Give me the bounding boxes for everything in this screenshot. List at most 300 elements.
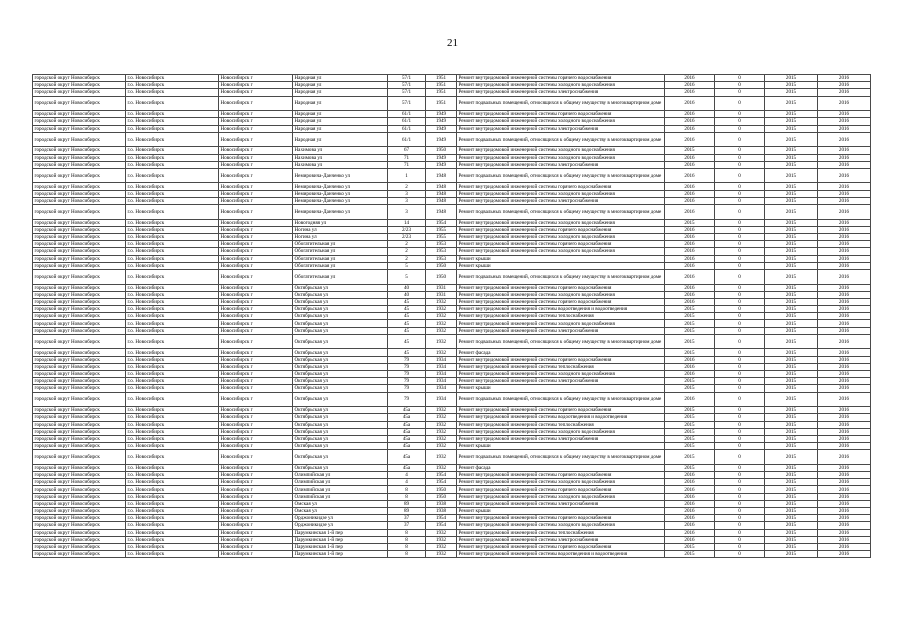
work-type-cell: Ремонт подвальных помещений, относящихся к общему имуществу в многоквартирном доме xyxy=(457,96,665,111)
city-cell: Новосибирск г xyxy=(219,226,293,233)
municipality-cell: городской округ Новосибирск xyxy=(33,385,126,392)
city-cell: Новосибирск г xyxy=(219,515,293,522)
house-number-cell: 71 xyxy=(388,161,426,168)
zero-cell: 0 xyxy=(715,551,765,558)
period-start-cell: 2015 xyxy=(765,154,818,161)
period-start-cell: 2015 xyxy=(765,428,818,435)
table-row xyxy=(33,82,871,89)
plan-year-cell: 2016 xyxy=(665,479,715,486)
table-row xyxy=(33,262,871,269)
municipality-cell: городской округ Новосибирск xyxy=(33,291,126,298)
work-type-cell: Ремонт внутридомовой инженерной системы горячего водоснабжения xyxy=(457,543,665,550)
period-end-cell: 2016 xyxy=(818,132,871,147)
street-cell: Парумкинская 1-й пер xyxy=(293,551,388,558)
zero-cell: 0 xyxy=(715,161,765,168)
city-cell: Новосибирск г xyxy=(219,298,293,305)
work-type-cell: Ремонт внутридомовой инженерной системы холодного водоснабжения xyxy=(457,479,665,486)
street-cell: Октябрьская ул xyxy=(293,371,388,378)
plan-year-cell: 2016 xyxy=(665,154,715,161)
period-end-cell: 2016 xyxy=(818,472,871,479)
period-end-cell: 2016 xyxy=(818,334,871,349)
table-row xyxy=(33,190,871,197)
municipality-cell: городской округ Новосибирск xyxy=(33,82,126,89)
work-type-cell: Ремонт внутридомовой инженерной системы горячего водоснабжения xyxy=(457,298,665,305)
table-row xyxy=(33,241,871,248)
period-start-cell: 2015 xyxy=(765,241,818,248)
city-cell: Новосибирск г xyxy=(219,234,293,241)
period-end-cell: 2016 xyxy=(818,443,871,450)
zero-cell: 0 xyxy=(715,75,765,82)
table-row xyxy=(33,219,871,226)
period-end-cell: 2016 xyxy=(818,349,871,356)
city-cell: Новосибирск г xyxy=(219,334,293,349)
district-cell: г.о. Новосибирск xyxy=(126,421,219,428)
period-end-cell: 2016 xyxy=(818,262,871,269)
district-cell: г.о. Новосибирск xyxy=(126,284,219,291)
house-number-cell: 8 xyxy=(388,543,426,550)
city-cell: Новосибирск г xyxy=(219,407,293,414)
period-start-cell: 2015 xyxy=(765,435,818,442)
district-cell: г.о. Новосибирск xyxy=(126,241,219,248)
municipality-cell: городской округ Новосибирск xyxy=(33,493,126,500)
plan-year-cell: 2016 xyxy=(665,89,715,96)
municipality-cell: городской округ Новосибирск xyxy=(33,529,126,536)
work-type-cell: Ремонт крыши xyxy=(457,262,665,269)
house-number-cell: 3 xyxy=(388,190,426,197)
period-start-cell: 2015 xyxy=(765,493,818,500)
plan-year-cell: 2016 xyxy=(665,486,715,493)
street-cell: Народная ул xyxy=(293,82,388,89)
municipality-cell: городской округ Новосибирск xyxy=(33,421,126,428)
period-end-cell: 2016 xyxy=(818,392,871,407)
district-cell: г.о. Новосибирск xyxy=(126,486,219,493)
plan-year-cell: 2015 xyxy=(665,435,715,442)
period-end-cell: 2016 xyxy=(818,197,871,204)
period-end-cell: 2016 xyxy=(818,529,871,536)
build-year-cell: 1955 xyxy=(426,234,457,241)
period-start-cell: 2015 xyxy=(765,356,818,363)
table-row xyxy=(33,89,871,96)
street-cell: Нахимова ул xyxy=(293,161,388,168)
city-cell: Новосибирск г xyxy=(219,313,293,320)
period-end-cell: 2016 xyxy=(818,241,871,248)
plan-year-cell: 2016 xyxy=(665,197,715,204)
district-cell: г.о. Новосибирск xyxy=(126,536,219,543)
zero-cell: 0 xyxy=(715,111,765,118)
work-type-cell: Ремонт внутридомовой инженерной системы водоотведения и водоотведения xyxy=(457,306,665,313)
work-type-cell: Ремонт подвальных помещений, относящихся к общему имуществу в многоквартирном доме xyxy=(457,269,665,284)
period-end-cell: 2016 xyxy=(818,183,871,190)
plan-year-cell: 2016 xyxy=(665,371,715,378)
municipality-cell: городской округ Новосибирск xyxy=(33,450,126,465)
city-cell: Новосибирск г xyxy=(219,89,293,96)
table-row xyxy=(33,313,871,320)
house-number-cell: 37 xyxy=(388,522,426,529)
district-cell: г.о. Новосибирск xyxy=(126,183,219,190)
period-end-cell: 2016 xyxy=(818,421,871,428)
table-row xyxy=(33,464,871,471)
municipality-cell: городской округ Новосибирск xyxy=(33,183,126,190)
build-year-cell: 1931 xyxy=(426,284,457,291)
district-cell: г.о. Новосибирск xyxy=(126,435,219,442)
period-end-cell: 2016 xyxy=(818,464,871,471)
municipality-cell: городской округ Новосибирск xyxy=(33,464,126,471)
build-year-cell: 1931 xyxy=(426,291,457,298)
plan-year-cell: 2015 xyxy=(665,320,715,327)
municipality-cell: городской округ Новосибирск xyxy=(33,508,126,515)
table-row xyxy=(33,428,871,435)
period-start-cell: 2015 xyxy=(765,414,818,421)
table-row xyxy=(33,269,871,284)
municipality-cell: городской округ Новосибирск xyxy=(33,363,126,370)
period-end-cell: 2016 xyxy=(818,269,871,284)
build-year-cell: 1950 xyxy=(426,262,457,269)
table-row xyxy=(33,500,871,507)
house-number-cell: 45а xyxy=(388,435,426,442)
plan-year-cell: 2015 xyxy=(665,414,715,421)
house-number-cell: 5 xyxy=(388,262,426,269)
build-year-cell: 1954 xyxy=(426,479,457,486)
zero-cell: 0 xyxy=(715,378,765,385)
city-cell: Новосибирск г xyxy=(219,443,293,450)
table-row xyxy=(33,385,871,392)
street-cell: Народная ул xyxy=(293,111,388,118)
build-year-cell: 1948 xyxy=(426,197,457,204)
city-cell: Новосибирск г xyxy=(219,371,293,378)
period-start-cell: 2015 xyxy=(765,522,818,529)
house-number-cell: 57/1 xyxy=(388,82,426,89)
work-type-cell: Ремонт внутридомовой инженерной системы электроснабжения xyxy=(457,197,665,204)
table-row xyxy=(33,479,871,486)
district-cell: г.о. Новосибирск xyxy=(126,269,219,284)
work-type-cell: Ремонт крыши xyxy=(457,385,665,392)
build-year-cell: 1948 xyxy=(426,168,457,183)
municipality-cell: городской округ Новосибирск xyxy=(33,168,126,183)
city-cell: Новосибирск г xyxy=(219,536,293,543)
house-number-cell: 79 xyxy=(388,392,426,407)
plan-year-cell: 2016 xyxy=(665,168,715,183)
municipality-cell: городской округ Новосибирск xyxy=(33,479,126,486)
street-cell: Октябрьская ул xyxy=(293,356,388,363)
district-cell: г.о. Новосибирск xyxy=(126,363,219,370)
work-type-cell: Ремонт подвальных помещений, относящихся к общему имуществу в многоквартирном доме xyxy=(457,334,665,349)
zero-cell: 0 xyxy=(715,125,765,132)
period-end-cell: 2016 xyxy=(818,82,871,89)
street-cell: Октябрьская ул xyxy=(293,306,388,313)
work-type-cell: Ремонт внутридомовой инженерной системы холодного водоснабжения xyxy=(457,371,665,378)
period-start-cell: 2015 xyxy=(765,111,818,118)
district-cell: г.о. Новосибирск xyxy=(126,111,219,118)
city-cell: Новосибирск г xyxy=(219,147,293,154)
city-cell: Новосибирск г xyxy=(219,241,293,248)
build-year-cell: 1949 xyxy=(426,125,457,132)
street-cell: Немировича-Данченко ул xyxy=(293,168,388,183)
work-type-cell: Ремонт внутридомовой инженерной системы горячего водоснабжения xyxy=(457,407,665,414)
period-end-cell: 2016 xyxy=(818,125,871,132)
house-number-cell: 40 xyxy=(388,291,426,298)
table-row xyxy=(33,298,871,305)
street-cell: Орджоникидзе ул xyxy=(293,515,388,522)
table-row xyxy=(33,284,871,291)
period-end-cell: 2016 xyxy=(818,313,871,320)
zero-cell: 0 xyxy=(715,219,765,226)
plan-year-cell: 2016 xyxy=(665,190,715,197)
municipality-cell: городской округ Новосибирск xyxy=(33,89,126,96)
street-cell: Немировича-Данченко ул xyxy=(293,205,388,220)
table-row xyxy=(33,378,871,385)
district-cell: г.о. Новосибирск xyxy=(126,334,219,349)
district-cell: г.о. Новосибирск xyxy=(126,190,219,197)
house-number-cell: 45 xyxy=(388,327,426,334)
work-type-cell: Ремонт внутридомовой инженерной системы холодного водоснабжения xyxy=(457,118,665,125)
work-type-cell: Ремонт внутридомовой инженерной системы горячего водоснабжения xyxy=(457,284,665,291)
zero-cell: 0 xyxy=(715,363,765,370)
period-end-cell: 2016 xyxy=(818,291,871,298)
district-cell: г.о. Новосибирск xyxy=(126,161,219,168)
plan-year-cell: 2015 xyxy=(665,385,715,392)
municipality-cell: городской округ Новосибирск xyxy=(33,472,126,479)
build-year-cell: 1948 xyxy=(426,205,457,220)
build-year-cell: 1932 xyxy=(426,435,457,442)
municipality-cell: городской округ Новосибирск xyxy=(33,428,126,435)
period-end-cell: 2016 xyxy=(818,543,871,550)
work-type-cell: Ремонт подвальных помещений, относящихся к общему имуществу в многоквартирном доме xyxy=(457,450,665,465)
build-year-cell: 1953 xyxy=(426,248,457,255)
plan-year-cell: 2016 xyxy=(665,500,715,507)
plan-year-cell: 2015 xyxy=(665,219,715,226)
work-type-cell: Ремонт внутридомовой инженерной системы холодного водоснабжения xyxy=(457,190,665,197)
period-end-cell: 2016 xyxy=(818,371,871,378)
period-start-cell: 2015 xyxy=(765,486,818,493)
build-year-cell: 1932 xyxy=(426,327,457,334)
city-cell: Новосибирск г xyxy=(219,255,293,262)
municipality-cell: городской округ Новосибирск xyxy=(33,306,126,313)
period-end-cell: 2016 xyxy=(818,428,871,435)
district-cell: г.о. Новосибирск xyxy=(126,89,219,96)
table-row xyxy=(33,161,871,168)
period-start-cell: 2015 xyxy=(765,219,818,226)
period-start-cell: 2015 xyxy=(765,190,818,197)
zero-cell: 0 xyxy=(715,132,765,147)
plan-year-cell: 2016 xyxy=(665,515,715,522)
build-year-cell: 1932 xyxy=(426,450,457,465)
street-cell: Октябрьская ул xyxy=(293,450,388,465)
period-end-cell: 2016 xyxy=(818,435,871,442)
table-row xyxy=(33,472,871,479)
work-type-cell: Ремонт внутридомовой инженерной системы электроснабжения xyxy=(457,435,665,442)
build-year-cell: 1949 xyxy=(426,118,457,125)
zero-cell: 0 xyxy=(715,197,765,204)
city-cell: Новосибирск г xyxy=(219,320,293,327)
zero-cell: 0 xyxy=(715,443,765,450)
street-cell: Октябрьская ул xyxy=(293,428,388,435)
table-row xyxy=(33,414,871,421)
build-year-cell: 1932 xyxy=(426,428,457,435)
street-cell: Обогатительная ул xyxy=(293,248,388,255)
municipality-cell: городской округ Новосибирск xyxy=(33,75,126,82)
period-start-cell: 2015 xyxy=(765,536,818,543)
municipality-cell: городской округ Новосибирск xyxy=(33,255,126,262)
municipality-cell: городской округ Новосибирск xyxy=(33,284,126,291)
house-number-cell: 8 xyxy=(388,529,426,536)
district-cell: г.о. Новосибирск xyxy=(126,443,219,450)
district-cell: г.о. Новосибирск xyxy=(126,306,219,313)
district-cell: г.о. Новосибирск xyxy=(126,248,219,255)
street-cell: Парумкинская 1-й пер xyxy=(293,536,388,543)
zero-cell: 0 xyxy=(715,168,765,183)
street-cell: Обогатительная ул xyxy=(293,269,388,284)
work-type-cell: Ремонт внутридомовой инженерной системы горячего водоснабжения xyxy=(457,111,665,118)
municipality-cell: городской округ Новосибирск xyxy=(33,241,126,248)
street-cell: Немировича-Данченко ул xyxy=(293,183,388,190)
street-cell: Олимпийская ул xyxy=(293,493,388,500)
zero-cell: 0 xyxy=(715,313,765,320)
municipality-cell: городской округ Новосибирск xyxy=(33,262,126,269)
period-start-cell: 2015 xyxy=(765,508,818,515)
city-cell: Новосибирск г xyxy=(219,421,293,428)
municipality-cell: городской округ Новосибирск xyxy=(33,371,126,378)
street-cell: Октябрьская ул xyxy=(293,414,388,421)
zero-cell: 0 xyxy=(715,515,765,522)
period-start-cell: 2015 xyxy=(765,371,818,378)
period-end-cell: 2016 xyxy=(818,508,871,515)
district-cell: г.о. Новосибирск xyxy=(126,147,219,154)
zero-cell: 0 xyxy=(715,89,765,96)
district-cell: г.о. Новосибирск xyxy=(126,262,219,269)
period-start-cell: 2015 xyxy=(765,284,818,291)
build-year-cell: 1954 xyxy=(426,522,457,529)
street-cell: Парумкинская 1-й пер xyxy=(293,543,388,550)
zero-cell: 0 xyxy=(715,421,765,428)
table-row xyxy=(33,132,871,147)
period-end-cell: 2016 xyxy=(818,385,871,392)
municipality-cell: городской округ Новосибирск xyxy=(33,551,126,558)
street-cell: Октябрьская ул xyxy=(293,385,388,392)
house-number-cell: 79 xyxy=(388,378,426,385)
period-start-cell: 2015 xyxy=(765,479,818,486)
period-end-cell: 2016 xyxy=(818,161,871,168)
zero-cell: 0 xyxy=(715,508,765,515)
period-start-cell: 2015 xyxy=(765,82,818,89)
street-cell: Октябрьская ул xyxy=(293,320,388,327)
period-start-cell: 2015 xyxy=(765,385,818,392)
city-cell: Новосибирск г xyxy=(219,197,293,204)
zero-cell: 0 xyxy=(715,522,765,529)
period-end-cell: 2016 xyxy=(818,479,871,486)
period-start-cell: 2015 xyxy=(765,226,818,233)
zero-cell: 0 xyxy=(715,306,765,313)
house-number-cell: 3 xyxy=(388,197,426,204)
plan-year-cell: 2016 xyxy=(665,522,715,529)
table-row xyxy=(33,234,871,241)
zero-cell: 0 xyxy=(715,392,765,407)
street-cell: Обогатительная ул xyxy=(293,241,388,248)
city-cell: Новосибирск г xyxy=(219,168,293,183)
build-year-cell: 1934 xyxy=(426,378,457,385)
plan-year-cell: 2016 xyxy=(665,508,715,515)
street-cell: Обогатительная ул xyxy=(293,255,388,262)
street-cell: Немировича-Данченко ул xyxy=(293,197,388,204)
work-type-cell: Ремонт внутридомовой инженерной системы теплоснабжения xyxy=(457,529,665,536)
zero-cell: 0 xyxy=(715,543,765,550)
table-row xyxy=(33,421,871,428)
work-type-cell: Ремонт крыши xyxy=(457,508,665,515)
house-number-cell: 89 xyxy=(388,508,426,515)
district-cell: г.о. Новосибирск xyxy=(126,522,219,529)
work-type-cell: Ремонт внутридомовой инженерной системы холодного водоснабжения xyxy=(457,522,665,529)
work-type-cell: Ремонт внутридомовой инженерной системы теплоснабжения xyxy=(457,363,665,370)
work-type-cell: Ремонт внутридомовой инженерной системы холодного водоснабжения xyxy=(457,291,665,298)
period-start-cell: 2015 xyxy=(765,89,818,96)
city-cell: Новосибирск г xyxy=(219,392,293,407)
plan-year-cell: 2016 xyxy=(665,356,715,363)
table-row xyxy=(33,515,871,522)
zero-cell: 0 xyxy=(715,435,765,442)
district-cell: г.о. Новосибирск xyxy=(126,356,219,363)
zero-cell: 0 xyxy=(715,371,765,378)
municipality-cell: городской округ Новосибирск xyxy=(33,269,126,284)
zero-cell: 0 xyxy=(715,493,765,500)
house-number-cell: 2/23 xyxy=(388,226,426,233)
table-row xyxy=(33,96,871,111)
build-year-cell: 1932 xyxy=(426,464,457,471)
period-end-cell: 2016 xyxy=(818,89,871,96)
district-cell: г.о. Новосибирск xyxy=(126,407,219,414)
work-type-cell: Ремонт внутридомовой инженерной системы электроснабжения xyxy=(457,536,665,543)
plan-year-cell: 2015 xyxy=(665,551,715,558)
district-cell: г.о. Новосибирск xyxy=(126,327,219,334)
zero-cell: 0 xyxy=(715,154,765,161)
table-row xyxy=(33,306,871,313)
house-number-cell: 57/1 xyxy=(388,89,426,96)
house-number-cell: 67 xyxy=(388,147,426,154)
build-year-cell: 1949 xyxy=(426,132,457,147)
work-type-cell: Ремонт внутридомовой инженерной системы горячего водоснабжения xyxy=(457,226,665,233)
district-cell: г.о. Новосибирск xyxy=(126,219,219,226)
plan-year-cell: 2016 xyxy=(665,262,715,269)
period-start-cell: 2015 xyxy=(765,118,818,125)
city-cell: Новосибирск г xyxy=(219,493,293,500)
period-start-cell: 2015 xyxy=(765,161,818,168)
district-cell: г.о. Новосибирск xyxy=(126,197,219,204)
street-cell: Орджоникидзе ул xyxy=(293,522,388,529)
street-cell: Народная ул xyxy=(293,132,388,147)
district-cell: г.о. Новосибирск xyxy=(126,168,219,183)
build-year-cell: 1932 xyxy=(426,334,457,349)
table-row xyxy=(33,197,871,204)
zero-cell: 0 xyxy=(715,241,765,248)
street-cell: Октябрьская ул xyxy=(293,291,388,298)
zero-cell: 0 xyxy=(715,248,765,255)
table-row xyxy=(33,320,871,327)
zero-cell: 0 xyxy=(715,450,765,465)
table-row xyxy=(33,450,871,465)
city-cell: Новосибирск г xyxy=(219,248,293,255)
city-cell: Новосибирск г xyxy=(219,414,293,421)
city-cell: Новосибирск г xyxy=(219,125,293,132)
period-start-cell: 2015 xyxy=(765,147,818,154)
period-start-cell: 2015 xyxy=(765,334,818,349)
house-number-cell: 79 xyxy=(388,363,426,370)
district-cell: г.о. Новосибирск xyxy=(126,82,219,89)
period-end-cell: 2016 xyxy=(818,205,871,220)
city-cell: Новосибирск г xyxy=(219,529,293,536)
zero-cell: 0 xyxy=(715,486,765,493)
street-cell: Октябрьская ул xyxy=(293,378,388,385)
street-cell: Новогодняя ул xyxy=(293,219,388,226)
street-cell: Народная ул xyxy=(293,96,388,111)
period-end-cell: 2016 xyxy=(818,284,871,291)
